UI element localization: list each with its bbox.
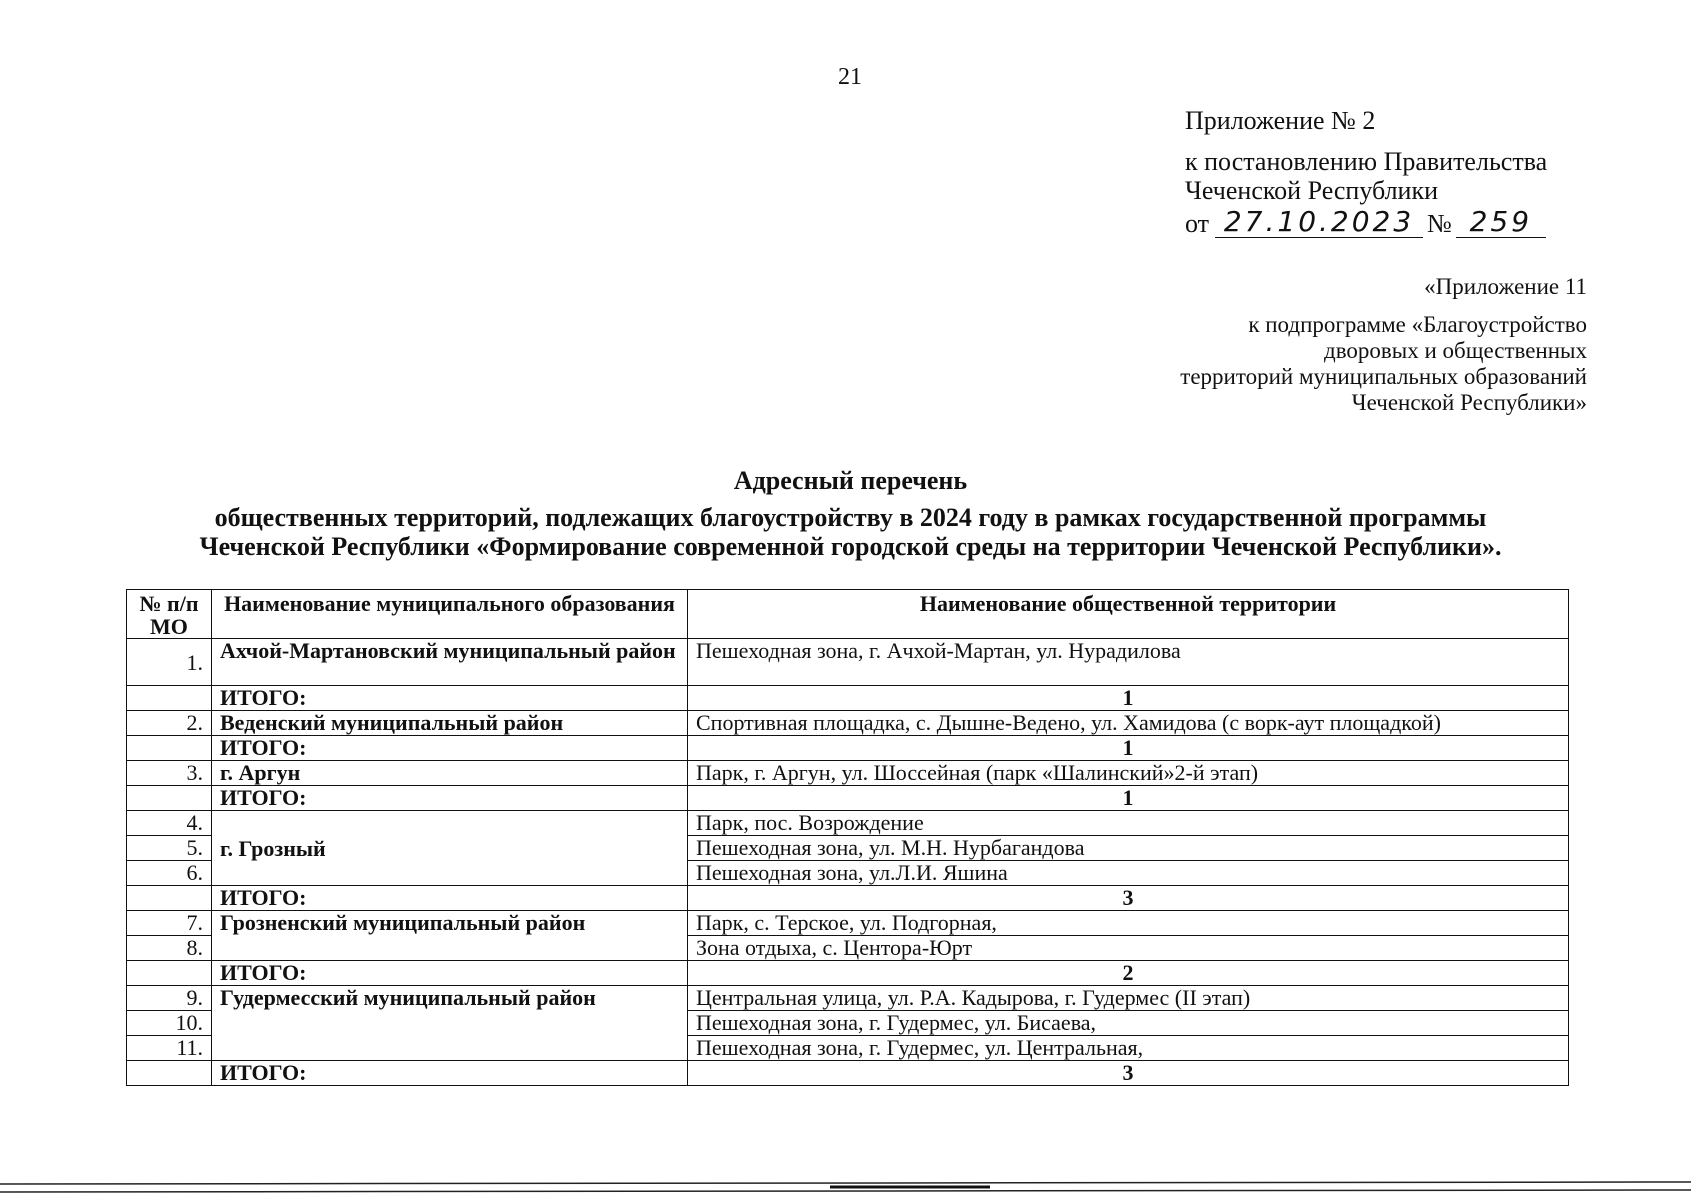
total-row [127,736,1569,761]
appendix-line-1: к постановлению Правительства [1185,147,1548,176]
municipality-name: Гудермесский муниципальный район [212,986,688,1061]
row-number: 2. [127,711,212,736]
total-value: 2 [688,961,1569,986]
total-value: 1 [688,736,1569,761]
table-row [127,761,1569,786]
footer-scan-lines [0,1178,1691,1200]
appendix-title: Приложение № 2 [1185,106,1376,135]
document-subtitle-line-2: Чеченской Республики «Формирование современной городской среды на территории Чеченской Республики». [199,532,1502,561]
territory-name: Пешеходная зона, г. Гудермес, ул. Бисаева, [688,1011,1569,1036]
territory-name: Пешеходная зона, г. Ачхой-Мартан, ул. Нурадилова [688,639,1569,686]
municipality-name: Веденский муниципальный район [212,711,688,736]
row-number: 8. [127,936,212,961]
table-row [127,711,1569,736]
municipality-name: г. Грозный [212,811,688,886]
row-number: 10. [127,1011,212,1036]
appendix-block [1185,106,1605,238]
total-label: ИТОГО: [212,886,688,911]
row-number: 7. [127,911,212,936]
total-row [127,686,1569,711]
header-number: № п/п МО [127,590,212,639]
total-value: 1 [688,786,1569,811]
page-footer-lines [0,1178,1691,1200]
territories-table [126,589,1569,1086]
empty-cell [127,786,212,811]
table-row [127,986,1569,1011]
appendix-line-2: Чеченской Республики [1185,176,1439,205]
number-prefix: № [1427,209,1452,238]
territory-name: Пешеходная зона, ул. М.Н. Нурбагандова [688,836,1569,861]
appendix-date-row [1185,207,1605,238]
territory-name: Парк, с. Терское, ул. Подгорная, [688,911,1569,936]
municipality-name: г. Аргун [212,761,688,786]
header-territory: Наименование общественной территории [688,590,1569,639]
total-label: ИТОГО: [212,736,688,761]
territory-name: Пешеходная зона, г. Гудермес, ул. Центральная, [688,1036,1569,1061]
total-row [127,886,1569,911]
row-number: 3. [127,761,212,786]
sub-appendix-block [1067,274,1587,416]
empty-cell [127,886,212,911]
row-number: 9. [127,986,212,1011]
row-number: 4. [127,811,212,836]
document-title: Адресный перечень [733,466,968,495]
total-label: ИТОГО: [212,1061,688,1086]
table-row [127,811,1569,836]
document-subtitle-line-1: общественных территорий, подлежащих благоустройству в 2024 году в рамках государственной программы [214,503,1487,532]
row-number: 11. [127,1036,212,1061]
total-label: ИТОГО: [212,686,688,711]
total-label: ИТОГО: [212,961,688,986]
sub-appendix-line-4: Чеченской Республики» [1351,390,1587,415]
territory-name: Спортивная площадка, с. Дышне-Ведено, ул. Хамидова (с ворк-аут площадкой) [688,711,1569,736]
handwritten-number: 259 [1456,207,1546,238]
total-value: 1 [688,686,1569,711]
territory-name: Центральная улица, ул. Р.А. Кадырова, г. Гудермес (II этап) [688,986,1569,1011]
sub-appendix-line-1: к подпрограмме «Благоустройство [1248,312,1587,337]
territory-name: Пешеходная зона, ул.Л.И. Яшина [688,861,1569,886]
sub-appendix-line-2: дворовых и общественных [1324,338,1587,363]
page-number: 21 [838,64,862,90]
header-municipality: Наименование муниципального образования [212,590,688,639]
territory-name: Зона отдыха, с. Центора-Юрт [688,936,1569,961]
row-number: 6. [127,861,212,886]
date-prefix: от [1185,209,1210,238]
territory-name: Парк, пос. Возрождение [688,811,1569,836]
territory-name: Парк, г. Аргун, ул. Шоссейная (парк «Шалинский»2-й этап) [688,761,1569,786]
municipality-name: Грозненский муниципальный район [212,911,688,961]
empty-cell [127,961,212,986]
document-heading [60,466,1641,561]
empty-cell [127,1061,212,1086]
empty-cell [127,686,212,711]
row-number: 1. [127,639,212,686]
row-number: 5. [127,836,212,861]
table-row [127,639,1569,686]
total-row [127,786,1569,811]
total-row [127,1061,1569,1086]
total-row [127,961,1569,986]
municipality-name: Ахчой-Мартановский муниципальный район [212,639,688,686]
total-label: ИТОГО: [212,786,688,811]
empty-cell [127,736,212,761]
sub-appendix-title: «Приложение 11 [1424,274,1587,299]
total-value: 3 [688,1061,1569,1086]
total-value: 3 [688,886,1569,911]
table-row [127,911,1569,936]
handwritten-date: 27.10.2023 [1215,207,1423,238]
sub-appendix-line-3: территорий муниципальных образований [1180,364,1587,389]
